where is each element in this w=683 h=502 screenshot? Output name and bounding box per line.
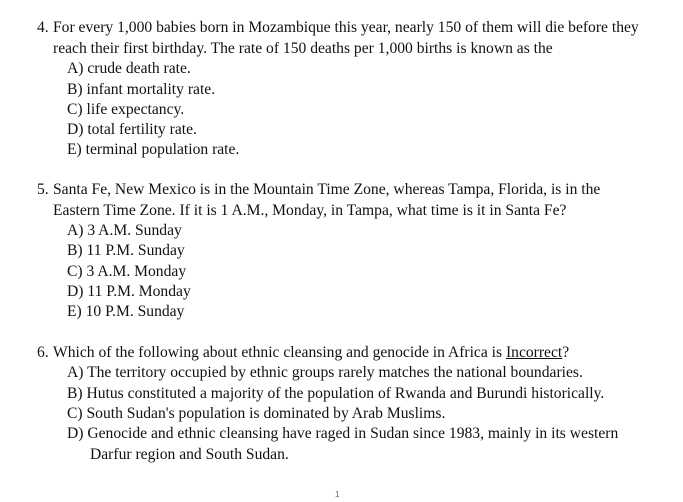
question-stem: Santa Fe, New Mexico is in the Mountain Time Zone, whereas Tampa, Florida, is in the bbox=[53, 181, 601, 198]
question-stem: reach their first birthday. The rate of 150 deaths per 1,000 births is known as the bbox=[53, 40, 553, 57]
answer-option: B) Hutus constituted a majority of the population of Rwanda and Burundi historically. bbox=[67, 385, 605, 402]
answer-option: D) 11 P.M. Monday bbox=[67, 283, 191, 300]
answer-option: A) The territory occupied by ethnic groups rarely matches the national boundaries. bbox=[67, 364, 583, 381]
question-stem bbox=[53, 343, 569, 363]
answer-option: E) terminal population rate. bbox=[67, 141, 240, 158]
answer-option: C) life expectancy. bbox=[67, 101, 185, 118]
question-stem: Eastern Time Zone. If it is 1 A.M., Monday, in Tampa, what time is it in Santa Fe? bbox=[53, 202, 567, 219]
answer-option: A) 3 A.M. Sunday bbox=[67, 222, 182, 239]
stem-emphasis: Incorrect bbox=[505, 344, 563, 361]
page-number: 1 bbox=[335, 490, 340, 499]
answer-option: D) total fertility rate. bbox=[67, 121, 197, 138]
question-number: 4. bbox=[37, 19, 49, 36]
answer-option: C) South Sudan's population is dominated by Arab Muslims. bbox=[67, 405, 446, 422]
answer-option: E) 10 P.M. Sunday bbox=[67, 303, 185, 320]
answer-option: B) infant mortality rate. bbox=[67, 81, 216, 98]
question-number: 5. bbox=[37, 181, 49, 198]
answer-option: C) 3 A.M. Monday bbox=[67, 263, 187, 280]
question-number: 6. bbox=[37, 344, 49, 361]
answer-option: A) crude death rate. bbox=[67, 60, 191, 77]
answer-option-continuation: Darfur region and South Sudan. bbox=[90, 446, 289, 463]
answer-option: D) Genocide and ethnic cleansing have raged in Sudan since 1983, mainly in its western bbox=[67, 425, 619, 442]
question-stem: For every 1,000 babies born in Mozambique this year, nearly 150 of them will die before they bbox=[53, 19, 639, 36]
stem-text: ? bbox=[562, 344, 570, 361]
stem-text: Which of the following about ethnic cleansing and genocide in Africa is bbox=[53, 344, 506, 361]
answer-option: B) 11 P.M. Sunday bbox=[67, 242, 185, 259]
